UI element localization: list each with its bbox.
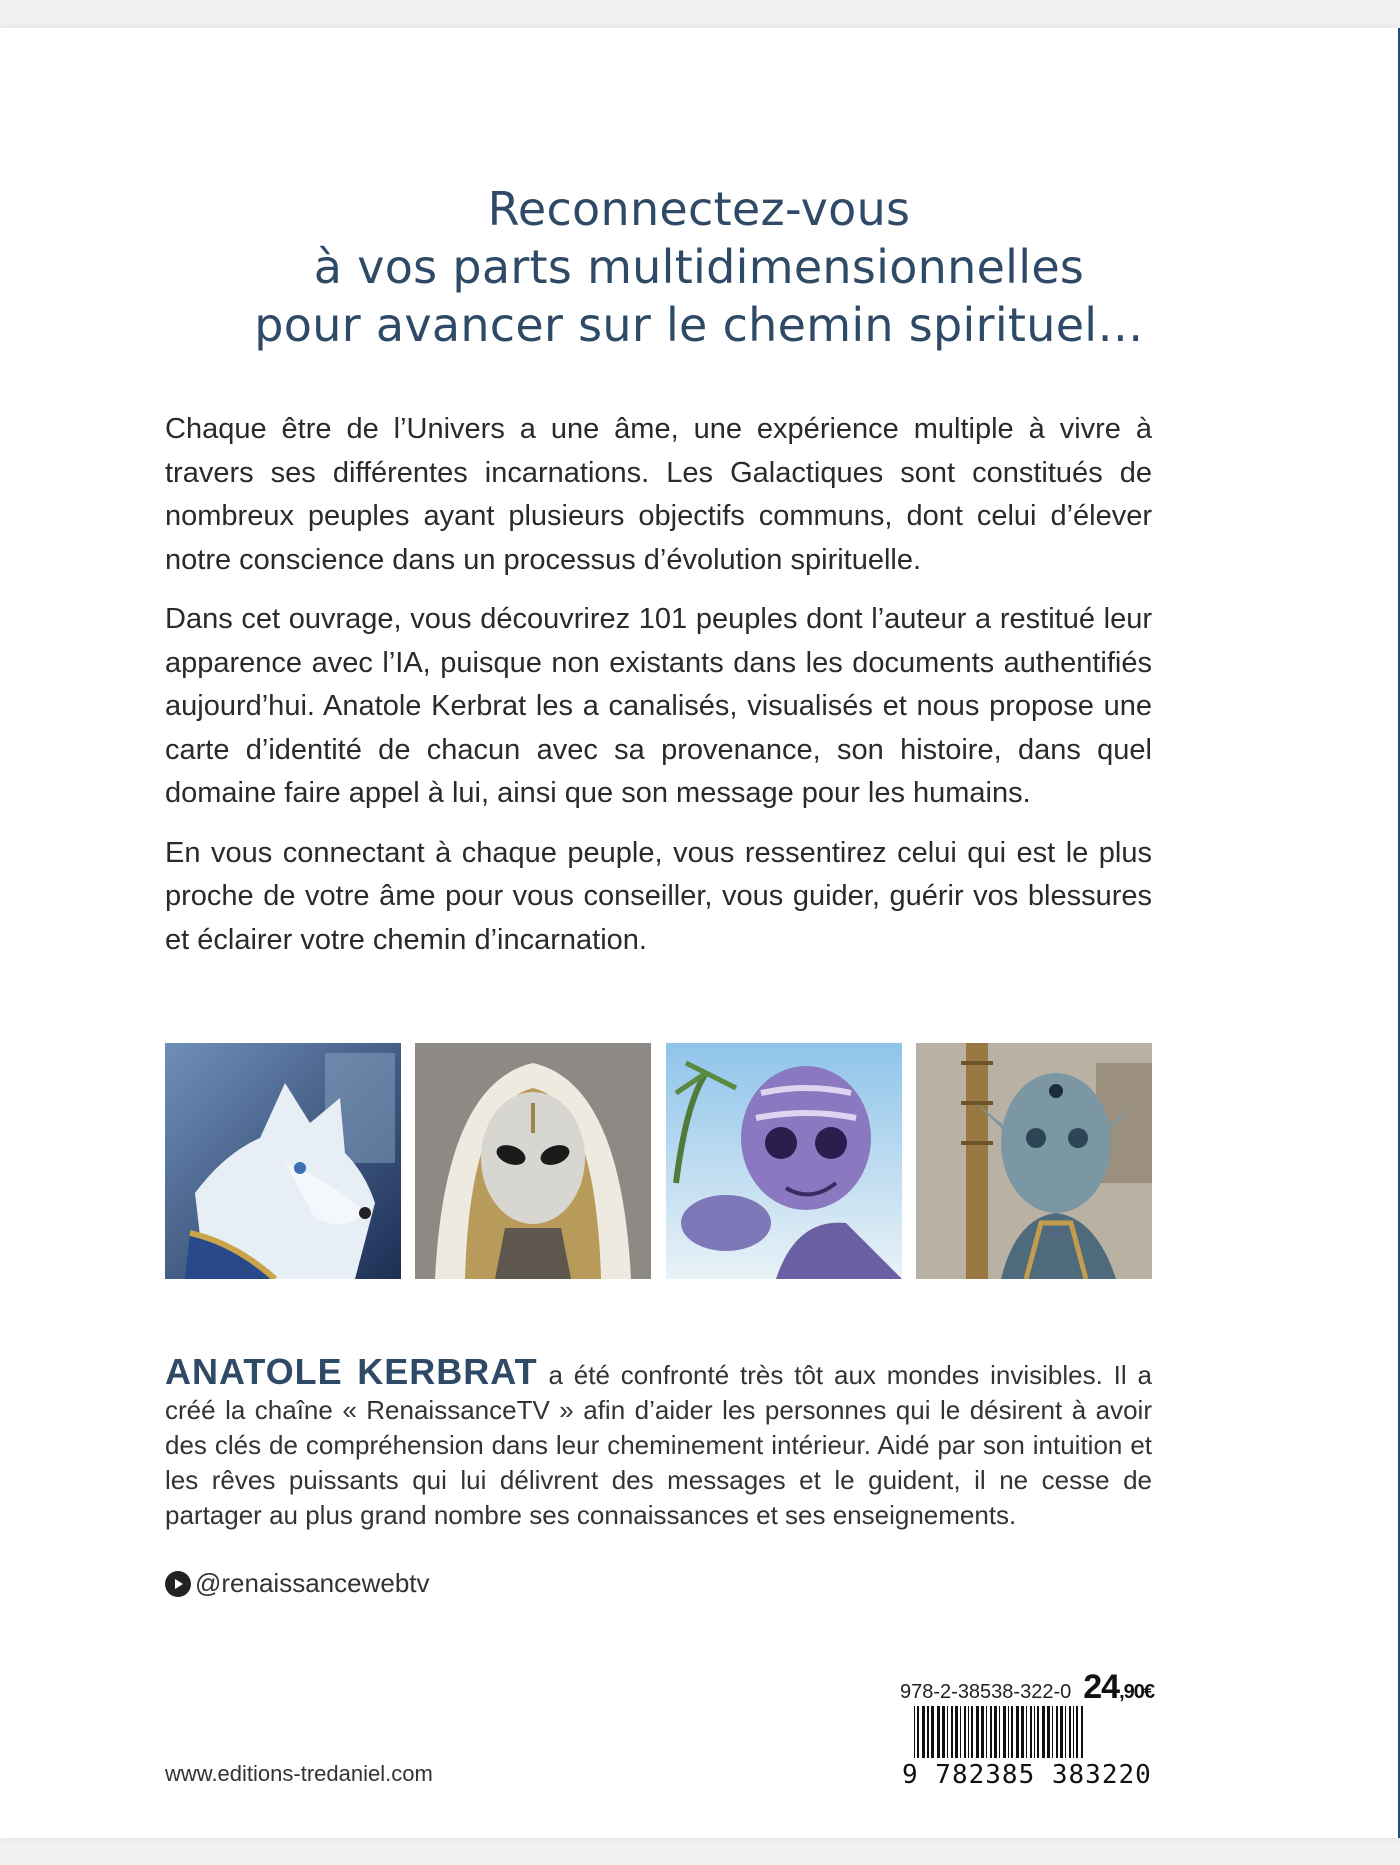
isbn-price-row bbox=[900, 1668, 1154, 1707]
barcode-bar bbox=[1052, 1706, 1053, 1758]
barcode-bar bbox=[964, 1706, 966, 1758]
barcode-bar bbox=[947, 1706, 948, 1758]
barcode-bar bbox=[999, 1706, 1000, 1758]
barcode-bar bbox=[960, 1706, 961, 1758]
wolf-being-image bbox=[165, 1043, 401, 1279]
publisher-website[interactable]: www.editions-tredaniel.com bbox=[165, 1761, 433, 1786]
author-name: ANATOLE KERBRAT bbox=[165, 1351, 538, 1392]
paragraph-3: En vous connectant à chaque peuple, vous ressentirez celui qui est le plus proche de votre âme pour vous conseiller, vous guider, guérir vos blessures et éclairer votre chemin d’incarnation. bbox=[165, 836, 1152, 956]
barcode-bar bbox=[1047, 1706, 1050, 1758]
barcode-bar bbox=[1021, 1706, 1024, 1758]
barcode-bar bbox=[1030, 1706, 1032, 1758]
purple-alien-image bbox=[666, 1043, 902, 1279]
social-handle: @renaissancewebtv bbox=[195, 1568, 430, 1598]
barcode-bar bbox=[981, 1706, 984, 1758]
headline bbox=[0, 180, 1398, 354]
barcode-bar bbox=[1081, 1706, 1083, 1758]
headline-line-1: Reconnectez-vous bbox=[487, 182, 911, 236]
barcode-bar bbox=[937, 1706, 940, 1758]
barcode-bar bbox=[942, 1706, 945, 1758]
barcode-bar bbox=[914, 1706, 915, 1758]
barcode-bar bbox=[1003, 1706, 1006, 1758]
barcode-bar bbox=[971, 1706, 973, 1758]
barcode-bar bbox=[1056, 1706, 1058, 1758]
barcode-bar bbox=[990, 1706, 992, 1758]
price-main: 24 bbox=[1083, 1668, 1120, 1706]
barcode-bar bbox=[1011, 1706, 1013, 1758]
barcode-bar bbox=[1069, 1706, 1071, 1758]
paragraph-1: Chaque être de l’Univers a une âme, une expérience multiple à vivre à travers ses différentes incarnations. Les Galactiques sont constitués de nombreux peuples ayant plusieurs objectifs communs, dont celui d’élever notre conscience dans un processus d’évolution spirituelle. bbox=[165, 413, 1152, 576]
barcode-bar bbox=[1060, 1706, 1063, 1758]
image-gallery bbox=[165, 1043, 1152, 1279]
barcode-bar bbox=[955, 1706, 958, 1758]
author-bio bbox=[165, 1351, 1152, 1533]
barcode-bar bbox=[1037, 1706, 1039, 1758]
blue-alien-image bbox=[916, 1043, 1152, 1279]
social-link[interactable] bbox=[165, 1568, 430, 1599]
barcode-bar bbox=[1042, 1706, 1045, 1758]
barcode-bar bbox=[931, 1706, 934, 1758]
headline-line-3: pour avancer sur le chemin spirituel… bbox=[254, 298, 1144, 352]
headline-line-2: à vos parts multidimensionnelles bbox=[313, 240, 1085, 294]
book-back-cover bbox=[0, 28, 1400, 1838]
barcode-bar bbox=[994, 1706, 997, 1758]
barcode-bar bbox=[917, 1706, 919, 1758]
barcode-bar bbox=[1076, 1706, 1078, 1758]
barcode-bar bbox=[968, 1706, 969, 1758]
barcode-bar bbox=[1026, 1706, 1027, 1758]
barcode-bar bbox=[927, 1706, 929, 1758]
barcode-bar bbox=[1065, 1706, 1066, 1758]
paragraph-2: Dans cet ouvrage, vous découvrirez 101 peuples dont l’auteur a restitué leur apparence avec l’IA, puisque non existants dans les documents authentifiés aujourd’hui. Anatole Kerbrat les a canalisés, visualisés et nous propose une carte d’identité de chacun avec sa provenance, son histoire, dans quel domaine faire appel à lui, ainsi que son message pour les humains. bbox=[165, 603, 1152, 809]
barcode-bar bbox=[1008, 1706, 1009, 1758]
barcode-digits: 9 782385 383220 bbox=[902, 1760, 1152, 1790]
barcode-bar bbox=[976, 1706, 979, 1758]
price bbox=[1083, 1668, 1154, 1707]
youtube-icon bbox=[165, 1571, 191, 1597]
barcode-bar bbox=[922, 1706, 925, 1758]
price-cents: ,90€ bbox=[1119, 1681, 1155, 1703]
barcode-bar bbox=[1073, 1706, 1074, 1758]
barcode-bar bbox=[1016, 1706, 1019, 1758]
isbn-number: 978-2-38538-322-0 bbox=[900, 1681, 1072, 1703]
barcode-bar bbox=[1034, 1706, 1035, 1758]
description bbox=[165, 408, 1152, 978]
hooded-alien-image bbox=[415, 1043, 651, 1279]
barcode-bar bbox=[986, 1706, 987, 1758]
author-bio-text: a été confronté très tôt aux mondes invisibles. Il a créé la chaîne « RenaissanceTV » afin d’aider les personnes qui le désirent à avoir des clés de compréhension dans leur cheminement intérieur. Aidé par son intuition et les rêves puissants qui lui délivrent des messages et le guident, il ne cesse de partager au plus grand nombre ses connaissances et ses enseignements. bbox=[165, 1360, 1152, 1530]
barcode-bar bbox=[951, 1706, 953, 1758]
